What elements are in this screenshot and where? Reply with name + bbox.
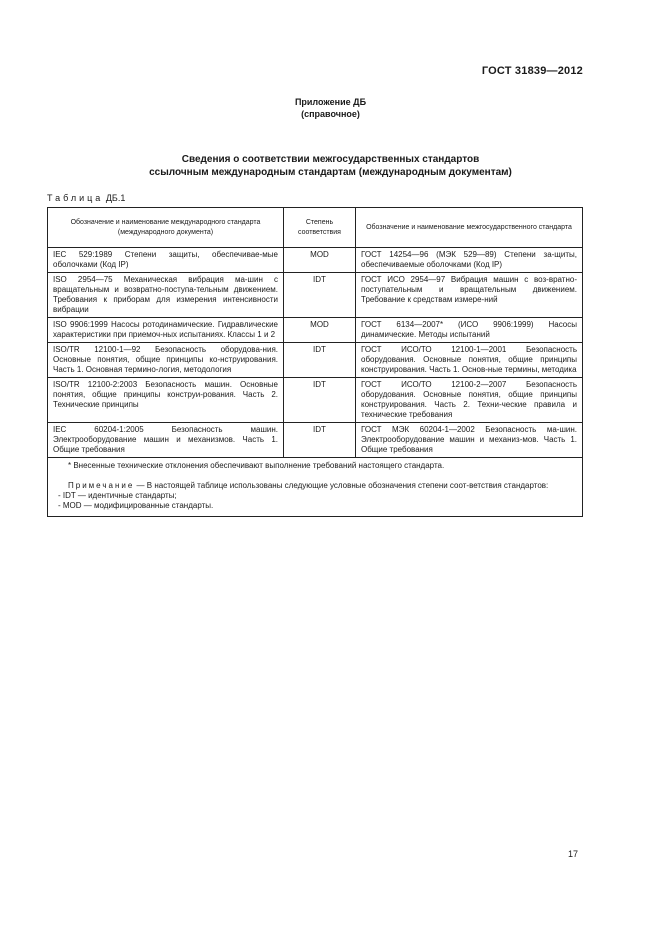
note-item-idt: - IDT — идентичные стандарты; [58,491,177,500]
cell-interstate-standard: ГОСТ ИСО/ТО 12100-1—2001 Безопасность оборудования. Основные понятия, общие принципы конструирования. Часть 1. Основ-ные термины, методика [356,343,583,378]
section-title [0,153,661,179]
table-row [48,273,583,318]
note [56,481,566,491]
cell-interstate-standard: ГОСТ 6134—2007* (ИСО 9906:1999) Насосы динамические. Методы испытаний [356,318,583,343]
correspondence-table [47,207,583,517]
table-row [48,248,583,273]
table-caption-number: ДБ.1 [105,193,126,203]
note-label: Примечание [68,481,135,490]
cell-degree: IDT [284,378,356,423]
cell-interstate-standard: ГОСТ ИСО 2954—97 Вибрация машин с воз-вратно-поступательным и вращательным движением. Требование к средствам измере-ний [356,273,583,318]
table-header-row [48,208,583,248]
cell-degree: IDT [284,273,356,318]
document-code: ГОСТ 31839—2012 [481,65,583,77]
table-row [48,378,583,423]
cell-degree: MOD [284,318,356,343]
annex-title: Приложение ДБ [294,97,367,107]
cell-international-standard: IEC 529:1989 Степени защиты, обеспечивае-мые оболочками (Код IP) [48,248,284,273]
cell-international-standard: ISO 2954—75 Механическая вибрация ма-шин с вращательным и возвратно-поступа-тельным движением. Требования к приборам для измерения интенсивности вибрации [48,273,284,318]
section-title-line-2: ссылочным международным стандартам (международным документам) [149,167,512,178]
annex-subtitle: (справочное) [301,109,360,119]
cell-international-standard: IEC 60204-1:2005 Безопасность машин. Электрооборудование машин и механизмов. Часть 1. Общие требования [48,423,284,458]
header-international-standard: Обозначение и наименование международного стандарта (международного документа) [48,208,284,248]
section-title-line-1: Сведения о соответствии межгосударственных стандартов [181,154,480,165]
cell-international-standard: ISO/TR 12100-1—92 Безопасность оборудова-ния. Основные понятия, общие принципы ко-нструирования. Часть 1. Основная термино-логия, методология [48,343,284,378]
cell-interstate-standard: ГОСТ МЭК 60204-1—2002 Безопасность ма-шин. Электрооборудование машин и механиз-мов. Часть 1. Общие требования [356,423,583,458]
table-caption-word: Таблица [47,193,104,203]
cell-international-standard: ISO 9906:1999 Насосы ротодинамические. Гидравлические характеристики при приемоч-ных испытаниях. Классы 1 и 2 [48,318,284,343]
table-row [48,343,583,378]
cell-degree: IDT [284,343,356,378]
note-item-mod: - MOD — модифицированные стандарты. [58,501,214,510]
cell-interstate-standard: ГОСТ ИСО/ТО 12100-2—2007 Безопасность оборудования. Основные понятия, общие принципы конструирования. Часть 2. Техни-ческие правила и технические требования [356,378,583,423]
footnote: * Внесенные технические отклонения обеспечивают выполнение требований настоящего стандарта. [68,461,445,470]
cell-degree: MOD [284,248,356,273]
table-row [48,423,583,458]
page-number: 17 [567,849,578,859]
cell-degree: IDT [284,423,356,458]
table-notes-row [48,458,583,517]
header-degree: Степень соответствия [284,208,356,248]
cell-interstate-standard: ГОСТ 14254—96 (МЭК 529—89) Степени за-щиты, обеспечиваемые оболочками (Код IP) [356,248,583,273]
table-notes [48,458,583,517]
header-interstate-standard: Обозначение и наименование межгосударственного стандарта [356,208,583,248]
note-text: — В настоящей таблице использованы следующие условные обозначения степени соот-ветствия стандартов: [136,481,549,490]
annex-heading [0,96,661,120]
table-caption [47,193,125,203]
table-row [48,318,583,343]
cell-international-standard: ISO/TR 12100-2:2003 Безопасность машин. Основные понятия, общие принципы конструи-рования. Часть 2. Технические принципы [48,378,284,423]
